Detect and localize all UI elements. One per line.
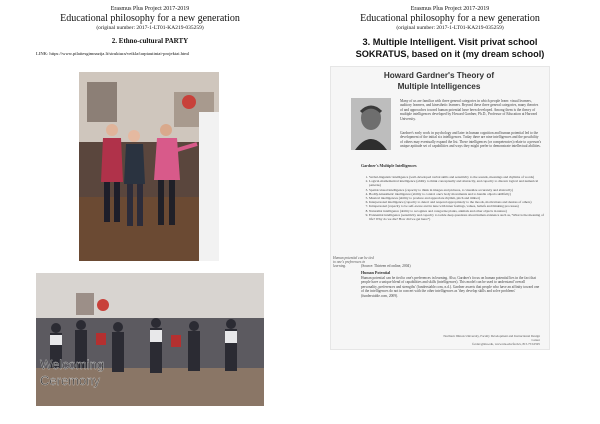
footer-line-2[interactable]: facdev@niu.edu, www.niu.edu/facdev, 815.753.0595 (472, 342, 540, 346)
handout-title-line-2: Multiple Intelligences (397, 82, 481, 91)
project-number: (original number: 2017-1-LT01-KA219-035259) (396, 25, 504, 31)
handout-title (330, 70, 548, 92)
project-label: Erasmus Plus Project 2017-2019 (110, 6, 190, 12)
section-title-line-1: 3. Multiple Intelligent. Visit privat school (362, 37, 538, 47)
list-item: 6. Interpersonal intelligence (capacity to detect and respond appropriately to the moods, motivations and desires of others) (369, 200, 549, 204)
section-title (300, 36, 600, 60)
section-title-line-2: SOKRATUS, based on it (my dream school) (355, 49, 545, 59)
photo-overlay-welcoming: Welcoming (40, 357, 105, 372)
list-heading: Gardner's Multiple Intelligences (361, 163, 417, 168)
list-item: 3. Spatial-visual intelligence (capacity to think in images and pictures, to visualize accurately and abstractly) (369, 188, 549, 192)
party-dance-photo-drawing (79, 72, 219, 261)
photo-overlay-ceremony: Ceremony (40, 373, 100, 388)
handout-intro-paragraph: Many of us are familiar with three general categories in which people learn: visual learners, auditory learners, and kinesthetic learners. Beyond these three general categories, many theories of and approaches toward human potential have been developed. Among them is the theory of multiple intelligences developed by Howard Gardner, Ph.D., Professor of Education at Harvard University. (400, 99, 539, 121)
list-item: 2. Logical-mathematical intelligence (ability to think conceptually and abstractly, and capacity to discern logical and numerical patterns) (369, 179, 549, 187)
intelligences-list (361, 175, 549, 221)
handout-title-line-1: Howard Gardner's Theory of (383, 71, 495, 80)
list-item: 7. Intrapersonal (capacity to be self-aware and in tune with inner feelings, values, beliefs and thinking processes) (369, 204, 549, 208)
footer-line-1: Northern Illinois University, Faculty Development and Instructional Design Center (443, 334, 540, 342)
human-potential-heading: Human Potential (361, 270, 391, 275)
list-item: 5. Musical intelligences (ability to produce and appreciate rhythm, pitch and timber) (369, 196, 549, 200)
welcoming-ceremony-photo (36, 273, 264, 406)
project-title: Educational philosophy for a new generation (60, 13, 240, 24)
section-title: 2. Ethno-cultural PARTY (111, 37, 189, 45)
project-number: (original number: 2017-1-LT01-KA219-035259) (96, 25, 204, 31)
list-item: 9. Existential intelligence (sensitivity and capacity to tackle deep questions about human existence such as, 'What is the meaning of life? Why do we die? How did we get here?') (369, 213, 549, 221)
list-item: 4. Bodily-kinesthetic intelligence (ability to control one's body movements and to handle objects skillfully) (369, 192, 549, 196)
list-source: (Source: Thirteen ed online, 2004) (361, 264, 411, 268)
side-note: Human potential can be tied to one's preferences in learning. (333, 256, 374, 269)
handout-intro-paragraph-2: Gardner's early work in psychology and later in human cognition and human potential led to the development of the initial six intelligences. Today there are nine intelligences and the possibility of others may eventually expand the list. These intelligences (or competencies) relate to a person's unique aptitude set of capabilities and ways they might prefer to demonstrate intellectual abilities. (400, 131, 542, 149)
gardner-portrait-drawing (351, 98, 391, 150)
list-item: 1. Verbal-linguistic intelligence (well-developed verbal skills and sensitivity to the sounds, meanings and rhythms of words) (369, 175, 549, 179)
human-potential-paragraph: Human potential can be tied to one's preferences in learning. Also, Gardner's focus on human potential lies in the fact that people have a unique blend of capabilities and skills (intelligences). This model can be used to understand 'overall personality, preferences and strengths' (funderstable.com, n.d.). Gardner asserts that people who have an affinity toward one of the intelligences do not in concert with the other intelligences as 'they develop skills and solve problems' (funderstable.com, 2009). (361, 276, 540, 298)
project-label: Erasmus Plus Project 2017-2019 (410, 6, 490, 12)
project-link[interactable]: LINK: https://www.pilaitesgimnazija.lt/struktura/veikla/tarptautiniai-projektai.html (36, 51, 190, 56)
handout-footer (440, 334, 540, 346)
project-title: Educational philosophy for a new generation (360, 13, 540, 24)
list-item: 8. Naturalist intelligence (ability to recognize and categorize plants, animals and other objects in nature) (369, 209, 549, 213)
gardner-portrait (351, 98, 391, 150)
party-dance-photo (79, 72, 219, 261)
